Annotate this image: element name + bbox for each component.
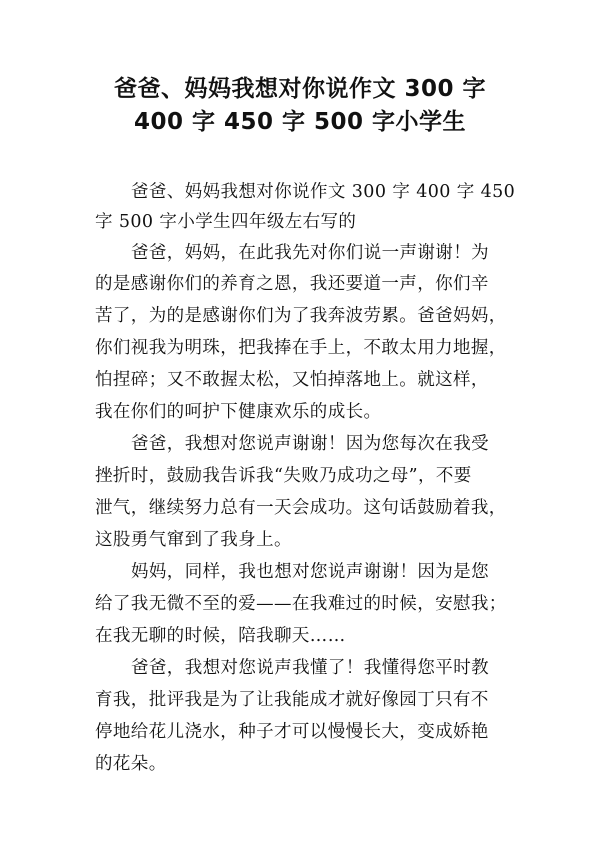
paragraph-3-line-3: 泄气，继续努力总有一天会成功。这句话鼓励着我， [95, 498, 507, 518]
paragraph-5-line-1: 爸爸，我想对您说声我懂了！我懂得您平时教 [131, 658, 489, 678]
paragraph-4-line-3: 在我无聊的时候，陪我聊天…… [95, 626, 346, 646]
document-title-line-2: 400 字 450 字 500 字小学生 [133, 109, 467, 135]
paragraph-5-line-2: 育我，批评我是为了让我能成才就好像园丁只有不 [95, 690, 489, 710]
paragraph-2-line-5: 怕捏碎；又不敢握太松，又怕掉落地上。就这样， [95, 370, 489, 390]
paragraph-4-line-2: 给了我无微不至的爱——在我难过的时候，安慰我； [95, 594, 507, 614]
paragraph-5-line-3: 停地给花儿浇水，种子才可以慢慢长大，变成娇艳 [95, 722, 489, 742]
paragraph-2-line-2: 的是感谢你们的养育之恩，我还要道一声，你们辛 [95, 274, 489, 294]
paragraph-4-line-1: 妈妈，同样，我也想对您说声谢谢！因为是您 [131, 562, 489, 582]
paragraph-1-line-2: 字 500 字小学生四年级左右写的 [95, 212, 357, 232]
paragraph-2-line-4: 你们视我为明珠，把我捧在手上，不敢太用力地握， [95, 338, 507, 358]
paragraph-2-line-3: 苦了，为的是感谢你们为了我奔波劳累。爸爸妈妈， [95, 306, 507, 326]
paragraph-2-line-1: 爸爸，妈妈，在此我先对你们说一声谢谢！为 [131, 243, 489, 263]
paragraph-1-line-1: 爸爸、妈妈我想对你说作文 300 字 400 字 450 [131, 182, 516, 202]
paragraph-2-line-6: 我在你们的呵护下健康欢乐的成长。 [95, 402, 382, 422]
paragraph-3-line-4: 这股勇气窜到了我身上。 [95, 530, 292, 550]
paragraph-3-line-2: 挫折时，鼓励我告诉我“失败乃成功之母”，不要 [95, 466, 472, 486]
paragraph-5-line-4: 的花朵。 [95, 754, 167, 774]
document-title-line-1: 爸爸、妈妈我想对你说作文 300 字 [113, 76, 487, 102]
paragraph-3-line-1: 爸爸，我想对您说声谢谢！因为您每次在我受 [131, 434, 489, 454]
